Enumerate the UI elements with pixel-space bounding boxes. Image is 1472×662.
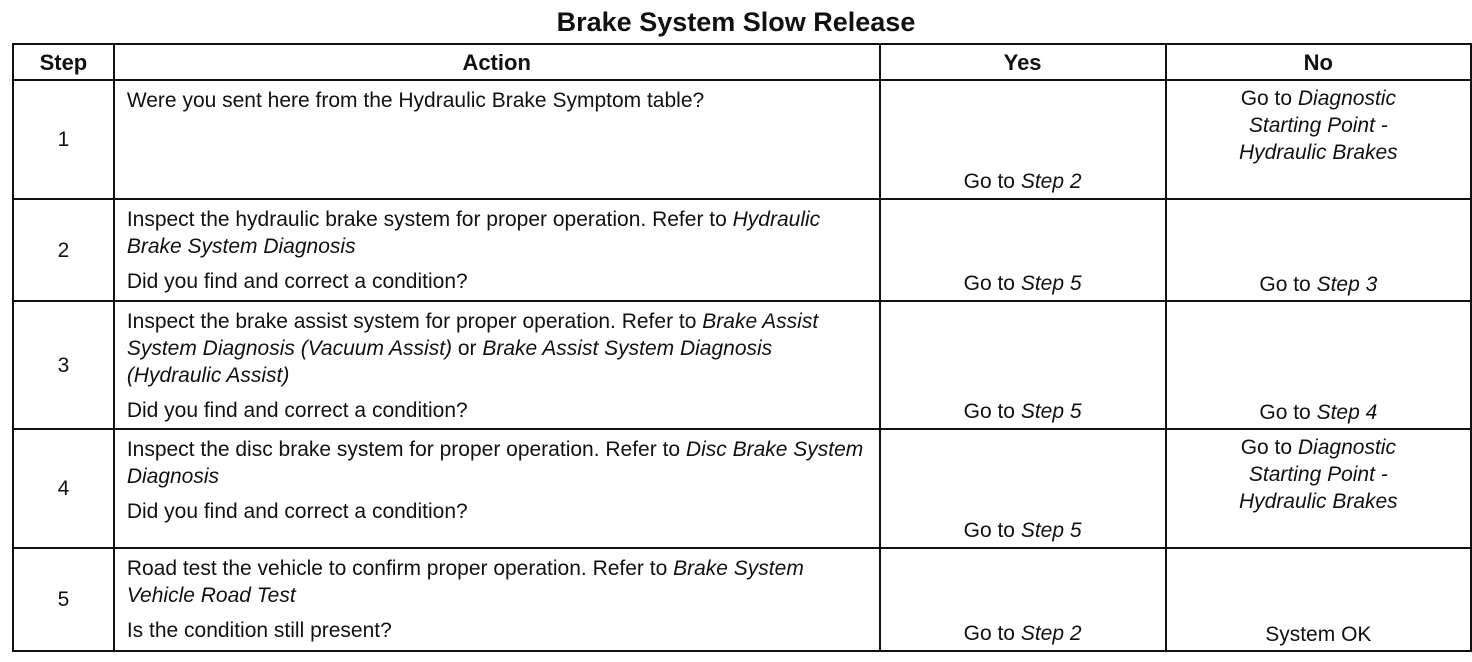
action-question [127,268,869,295]
plain-text: Inspect the brake assist system for proper operation. Refer to [126,310,703,333]
action-cell [114,301,880,429]
action-instruction [127,436,869,490]
table-row [13,429,1471,548]
plain-text: Go to [963,400,1021,423]
diagnostic-table [12,43,1472,652]
plain-text: Go to [1259,401,1317,424]
action-cell [114,429,880,548]
step-number: 1 [13,80,114,199]
plain-text: Road test the vehicle to confirm proper operation. Refer to [126,557,674,580]
plain-text: Inspect the disc brake system for proper operation. Refer to [126,438,686,461]
reference-text: Diagnostic Starting Point - Hydraulic Brakes [1238,436,1398,513]
action-cell [114,548,880,651]
plain-text: Go to [963,272,1021,295]
no-cell-text [1175,621,1462,648]
plain-text: Go to [963,170,1021,193]
yes-cell [880,80,1166,199]
step-number: 5 [13,548,114,651]
reference-text: Step 3 [1316,273,1378,296]
reference-text: Disc Brake System Diagnosis [126,438,864,488]
reference-text: Brake Assist System Diagnosis (Vacuum Assist) [126,310,819,360]
reference-text: Step 5 [1020,400,1082,423]
plain-text: Go to [1240,87,1298,110]
reference-text: Step 5 [1020,519,1082,542]
header-no: No [1166,44,1471,80]
action-question [127,397,869,424]
no-cell-text [1175,399,1462,426]
header-yes: Yes [880,44,1166,80]
yes-cell [880,429,1166,548]
no-cell-text [1223,434,1413,515]
reference-text: Brake System Vehicle Road Test [126,557,804,607]
plain-text: Go to [963,519,1021,542]
header-row [13,44,1471,80]
reference-text: Step 5 [1020,272,1082,295]
action-instruction [127,206,869,260]
table-row [13,548,1471,651]
no-cell [1166,80,1471,199]
action-instruction [127,87,869,114]
plain-text: Is the condition still present? [126,619,392,642]
yes-cell [880,548,1166,651]
table-title: Brake System Slow Release [556,7,916,37]
table-row [13,80,1471,199]
reference-text: Brake Assist System Diagnosis (Hydraulic Assist) [126,337,773,387]
table-row [13,199,1471,301]
action-question [127,498,869,525]
plain-text: Did you find and correct a condition? [126,500,468,523]
no-cell [1166,548,1471,651]
reference-text: Step 4 [1316,401,1378,424]
yes-cell [880,199,1166,301]
yes-cell [880,301,1166,429]
plain-text: Go to [1240,436,1298,459]
plain-text: Go to [963,622,1021,645]
reference-text: Hydraulic Brake System Diagnosis [126,208,821,258]
header-action: Action [114,44,880,80]
no-cell-text [1223,85,1413,166]
table-row [13,301,1471,429]
no-cell-text [1175,271,1462,298]
action-question [127,617,869,644]
action-cell [114,80,880,199]
reference-text: Step 2 [1020,622,1082,645]
header-step: Step [13,44,114,80]
plain-text: Inspect the hydraulic brake system for proper operation. Refer to [126,208,733,231]
no-cell [1166,301,1471,429]
step-number: 2 [13,199,114,301]
plain-text: Were you sent here from the Hydraulic Brake Symptom table? [126,89,705,112]
action-instruction [127,555,869,609]
table-body [13,80,1471,651]
step-number: 3 [13,301,114,429]
reference-text: Diagnostic Starting Point - Hydraulic Brakes [1238,87,1398,164]
plain-text: Go to [1259,273,1317,296]
plain-text: Did you find and correct a condition? [126,399,468,422]
action-cell [114,199,880,301]
no-cell [1166,199,1471,301]
step-number: 4 [13,429,114,548]
plain-text: Did you find and correct a condition? [126,270,468,293]
plain-text: System OK [1265,623,1372,646]
reference-text: Step 2 [1020,170,1082,193]
no-cell [1166,429,1471,548]
action-instruction [127,308,869,389]
plain-text: or [452,337,483,360]
